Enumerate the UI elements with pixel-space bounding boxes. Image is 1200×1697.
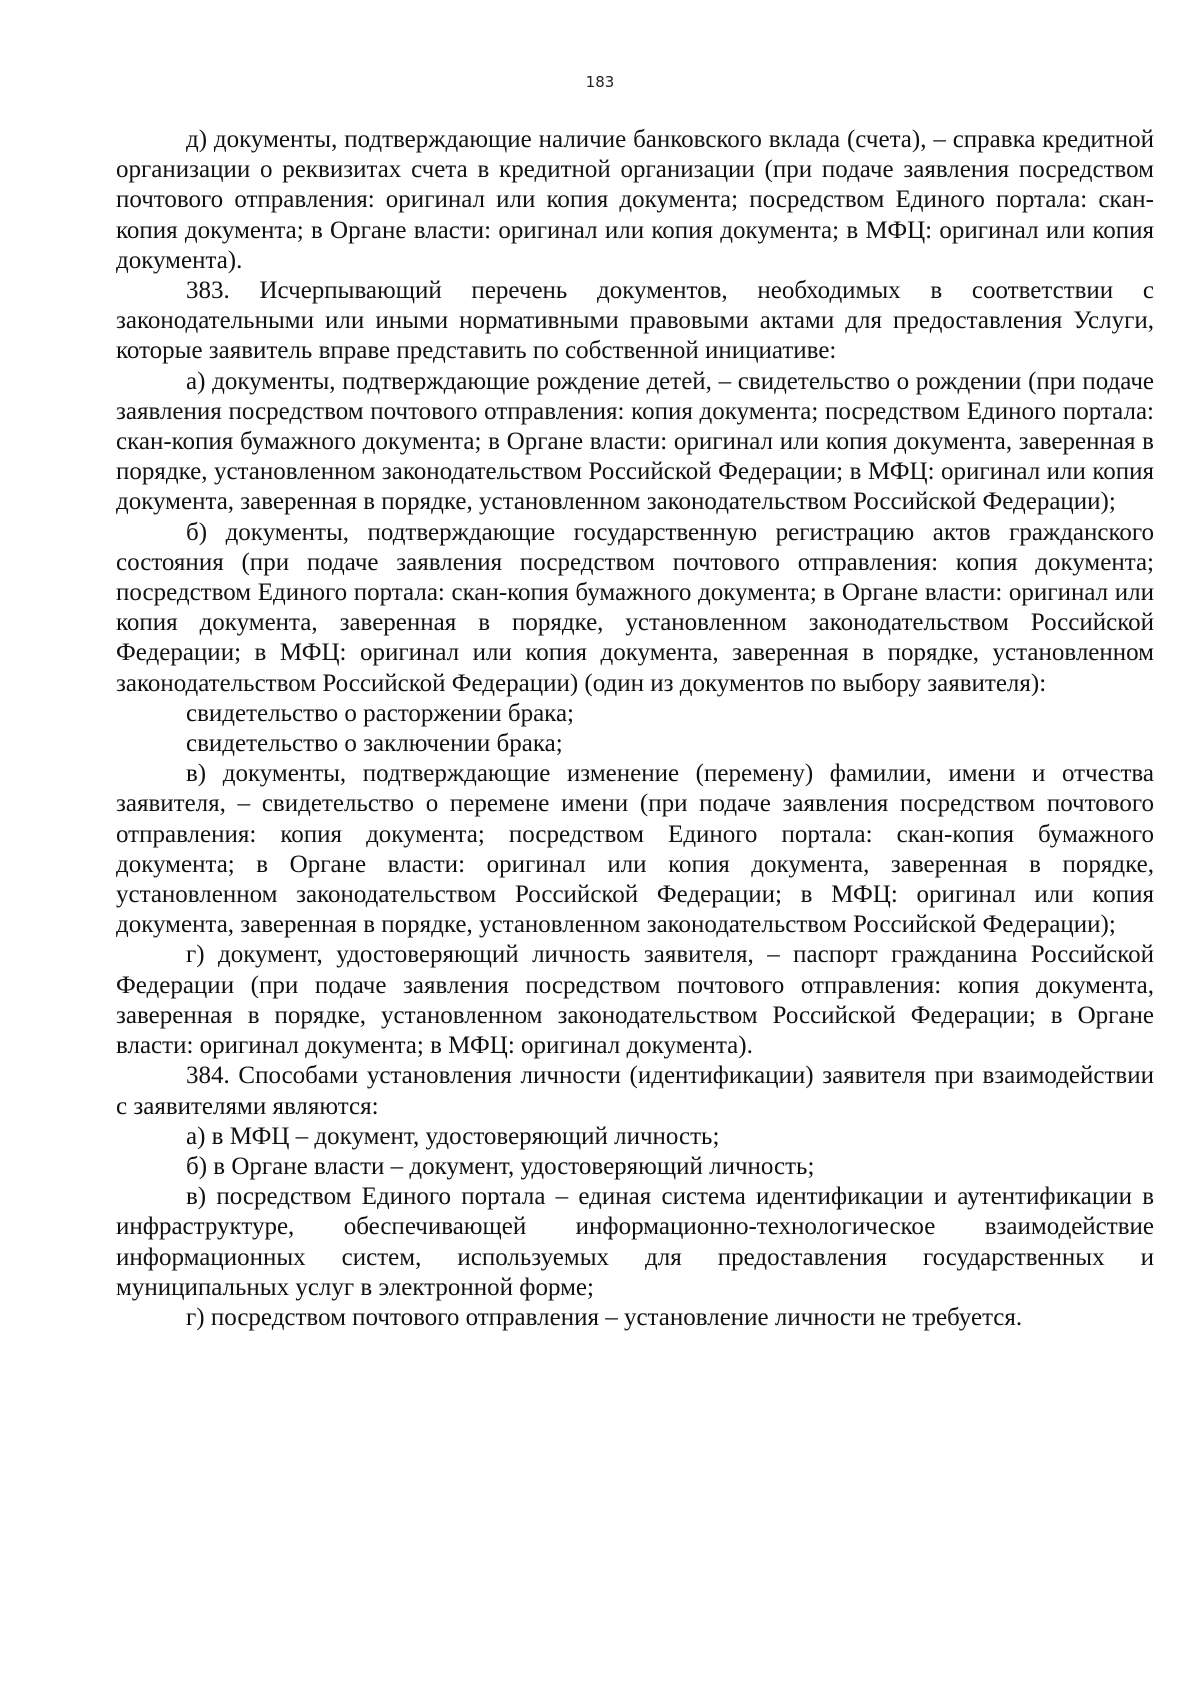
list-item-authority: б) в Органе власти – документ, удостоверяющий личность; bbox=[186, 1152, 815, 1180]
paragraph-b-civil-registration: б) документы, подтверждающие государственную регистрацию актов гражданского состояния (при подаче заявления посредством почтового отправления: копия документа; посредством Единого портала: скан-копия бумажного документа; в Органе власти: оригинал или копия документа, заверенная в порядке, установленном законодательством Российской Федерации; в МФЦ: оригинал или копия документа, заверенная в порядке, установленном законодательством Российской Федерации) (один из документов по выбору заявителя): bbox=[116, 518, 1154, 697]
list-item-postal: г) посредством почтового отправления – установление личности не требуется. bbox=[186, 1303, 1023, 1331]
document-body bbox=[116, 125, 1154, 1333]
paragraph-383-document-list: 383. Исчерпывающий перечень документов, необходимых в соответствии с законодательными или иными нормативными правовыми актами для предоставления Услуги, которые заявитель вправе представить по собственной инициативе: bbox=[116, 277, 1154, 365]
paragraph-v-name-change: в) документы, подтверждающие изменение (перемену) фамилии, имени и отчества заявителя, – свидетельство о перемене имени (при подаче заявления посредством почтового отправления: копия документа; посредством Единого портала: скан-копия бумажного документа; в Органе власти: оригинал или копия документа, заверенная в порядке, установленном законодательством Российской Федерации; в МФЦ: оригинал или копия документа, заверенная в порядке, установленном законодательством Российской Федерации); bbox=[116, 760, 1154, 939]
list-item-divorce-certificate: свидетельство о расторжении брака; bbox=[186, 699, 574, 727]
paragraph-a-birth-certificate: а) документы, подтверждающие рождение детей, – свидетельство о рождении (при подаче заявления посредством почтового отправления: копия документа; посредством Единого портала: скан-копия бумажного документа; в Органе власти: оригинал или копия документа, заверенная в порядке, установленном законодательством Российской Федерации; в МФЦ: оригинал или копия документа, заверенная в порядке, установленном законодательством Российской Федерации); bbox=[116, 367, 1154, 516]
list-item-mfc: а) в МФЦ – документ, удостоверяющий личность; bbox=[186, 1122, 720, 1150]
paragraph-384-identification-methods: 384. Способами установления личности (идентификации) заявителя при взаимодействии с заявителями являются: bbox=[116, 1062, 1154, 1120]
paragraph-d-bank-deposit: д) документы, подтверждающие наличие банковского вклада (счета), – справка кредитной организации о реквизитах счета в кредитной организации (при подаче заявления посредством почтового отправления: оригинал или копия документа; посредством Единого портала: скан-копия документа; в Органе власти: оригинал или копия документа; в МФЦ: оригинал или копия документа). bbox=[116, 126, 1154, 274]
list-item-marriage-certificate: свидетельство о заключении брака; bbox=[186, 730, 563, 758]
page-number: 183 bbox=[585, 73, 615, 91]
list-item-unified-portal: в) посредством Единого портала – единая система идентификации и аутентификации в инфраструктуре, обеспечивающей информационно-технологическое взаимодействие информационных систем, используемых для предоставления государственных и муниципальных услуг в электронной форме; bbox=[116, 1183, 1154, 1301]
paragraph-g-identity-document: г) документ, удостоверяющий личность заявителя, – паспорт гражданина Российской Федерации (при подаче заявления посредством почтового отправления: копия документа, заверенная в порядке, установленном законодательством Российской Федерации; в Органе власти: оригинал документа; в МФЦ: оригинал документа). bbox=[116, 941, 1154, 1060]
